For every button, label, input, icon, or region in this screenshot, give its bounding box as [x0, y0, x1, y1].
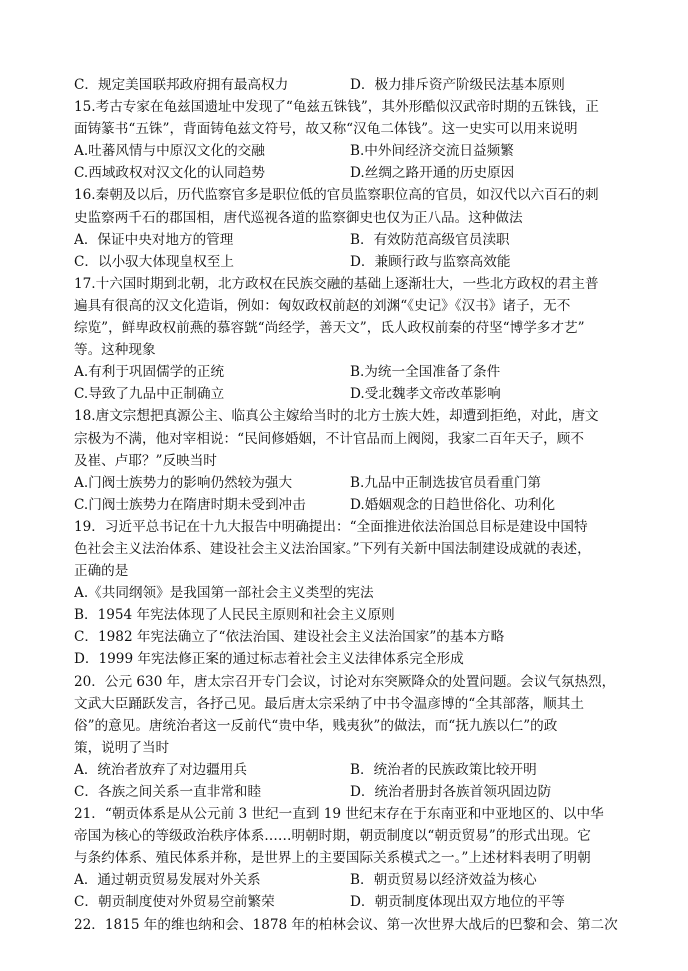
q20-option-a: A．统治者放弃了对边疆用兵: [74, 761, 247, 778]
q19-option-c: C．1982 年宪法确立了“依法治国、建设社会主义法治国家”的基本方略: [74, 629, 505, 646]
question-18: [74, 405, 628, 515]
q20-stem-line: 文武大臣踊跃发言，各抒己见。最后唐太宗采纳了中书令温彦博的“全其部落，顺其土: [74, 695, 584, 712]
q21-option-d: D．朝贡制度体现出双方地位的平等: [350, 894, 565, 911]
q14-options-row-2: [74, 74, 628, 96]
q20-options-row-2: [74, 781, 628, 803]
q16-option-a: A．保证中央对地方的管理: [74, 231, 234, 248]
q18-options-row-1: [74, 472, 628, 494]
q20-stem-line: 20．公元 630 年，唐太宗召开专门会议，讨论对东突厥降众的处置问题。会议气氛热烈，: [74, 673, 616, 690]
q15-option-a: A.吐蕃风情与中原汉文化的交融: [74, 143, 265, 160]
q18-option-a: A.门阀士族势力的影响仍然较为强大: [74, 474, 293, 491]
q20-option-d: D．统治者册封各族首领巩固边防: [350, 784, 552, 800]
q16-options-row-2: [74, 251, 628, 273]
q17-stem-line: 遍具有很高的汉文化造诣，例如：匈奴政权前赵的刘渊“《史记》《汉书》诸子，无不: [74, 297, 571, 314]
q16-option-d: D．兼顾行政与监察高效能: [350, 253, 511, 270]
q14-option-c: C．规定美国联邦政府拥有最高权力: [74, 77, 289, 93]
q18-stem-line: 及崔、卢耶？”反映当时: [74, 452, 217, 469]
q21-stem-line: 21．“朝贡体系是从公元前 3 世纪一直到 19 世纪末存在于东南亚和中亚地区的、以中华: [74, 806, 604, 823]
q19-option-b: B．1954 年宪法体现了人民民主原则和社会主义原则: [74, 607, 395, 624]
q17-option-a: A.有利于巩固儒学的正统: [74, 364, 225, 381]
q17-option-b: B.为统一全国准备了条件: [350, 364, 501, 381]
q19-stem-line: 19．习近平总书记在十九大报告中明确提出：“全面推进依法治国总目标是建设中国特: [74, 518, 588, 535]
question-21: [74, 803, 628, 913]
q21-option-c: C．朝贡制度使对外贸易空前繁荣: [74, 894, 275, 911]
q20-option-c: C．各族之间关系一直非常和睦: [74, 784, 262, 800]
q21-option-b: B．朝贡贸易以经济效益为核心: [350, 872, 537, 889]
q20-stem-line: 策，说明了当时: [74, 739, 170, 756]
q19-option-a: A.《共同纲领》是我国第一部社会主义类型的宪法: [74, 585, 374, 602]
q21-options-row-2: [74, 891, 628, 913]
q15-option-b: B.中外间经济交流日益频繁: [350, 143, 514, 160]
q21-stem-line: 与条约体系、殖民体系并称，是世界上的主要国际关系模式之一。”上述材料表明了明朝: [74, 850, 591, 867]
question-20: [74, 671, 628, 804]
q21-option-a: A．通过朝贡贸易发展对外关系: [74, 872, 261, 889]
q21-options-row-1: [74, 869, 628, 891]
question-16: [74, 184, 628, 272]
q16-stem-line: 史监察两千石的郡国相，唐代巡视各道的监察御史也仅为正八品。这种做法: [74, 209, 523, 226]
q19-stem-line: 正确的是: [74, 563, 129, 580]
q21-stem-line: 帝国为核心的等级政治秩序体系……明朝时期，朝贡制度以“朝贡贸易”的形式出现。它: [74, 828, 591, 845]
q16-stem-line: 16.秦朝及以后，历代监察官多是职位低的官员监察职位高的官员，如汉代以六百石的刺: [74, 187, 599, 204]
question-22: [74, 914, 628, 936]
q20-options-row-1: [74, 759, 628, 781]
q17-options-row-1: [74, 361, 628, 383]
q15-option-c: C.西域政权对汉文化的认同趋势: [74, 165, 265, 182]
q18-option-b: B.九品中正制选拔官员看重门第: [350, 474, 542, 491]
question-15: [74, 96, 628, 184]
q19-stem-line: 色社会主义法治体系、建设社会主义法治国家。”下列有关新中国法制建设成就的表述，: [74, 540, 591, 557]
q17-stem-line: 综览”，鲜卑政权前燕的慕容皝“尚经学，善天文”，氐人政权前秦的苻坚“博学多才艺”: [74, 320, 585, 337]
q16-option-b: B．有效防范高级官员渎职: [350, 231, 510, 248]
q15-stem-line: 面铸篆书“五铢”，背面铸龟兹文符号，故又称“汉龟二体钱”。这一史实可以用来说明: [74, 121, 578, 138]
q15-stem-line: 15.考古专家在龟兹国遗址中发现了“龟兹五铢钱”，其外形酷似汉武帝时期的五铢钱，正: [74, 99, 599, 116]
q15-option-d: D.丝绸之路开通的历史原因: [350, 165, 515, 182]
q20-stem-line: 俗”的意见。唐统治者这一反前代“贵中华，贱夷狄”的做法，而“抚九族以仁”的政: [74, 717, 558, 734]
q18-stem-line: 宗极为不满，他对宰相说：“民间修婚姻，不计官品而上阀阅，我家二百年天子，顾不: [74, 430, 584, 447]
q18-options-row-2: [74, 494, 628, 516]
q18-stem-line: 18.唐文宗想把真源公主、临真公主嫁给当时的北方士族大姓，却遭到拒绝，对此，唐文: [74, 408, 599, 425]
q15-options-row-2: [74, 162, 628, 184]
q14-option-d: D．极力排斥资产阶级民法基本原则: [350, 77, 565, 93]
q15-options-row-1: [74, 140, 628, 162]
q17-option-c: C.导致了九品中正制确立: [74, 386, 225, 403]
q18-option-d: D.婚姻观念的日趋世俗化、功利化: [350, 496, 556, 513]
q16-options-row-1: [74, 229, 628, 251]
q17-options-row-2: [74, 383, 628, 405]
question-17: [74, 273, 628, 406]
q17-stem-line: 17.十六国时期到北朝，北方政权在民族交融的基础上逐渐壮大，一些北方政权的君主普: [74, 275, 599, 292]
q22-stem-line: 22．1815 年的维也纳和会、1878 年的柏林会议、第一次世界大战后的巴黎和会、第二次: [74, 916, 618, 933]
q18-option-c: C.门阀士族势力在隋唐时期未受到冲击: [74, 496, 306, 513]
q17-option-d: D.受北魏孝文帝改革影响: [350, 386, 501, 403]
q17-stem-line: 等。这种现象: [74, 342, 156, 359]
q19-option-d: D．1999 年宪法修正案的通过标志着社会主义法律体系完全形成: [74, 651, 464, 668]
q16-option-c: C．以小驭大体现皇权至上: [74, 253, 234, 270]
q20-option-b: B．统治者的民族政策比较开明: [350, 761, 537, 778]
question-19: [74, 516, 628, 671]
